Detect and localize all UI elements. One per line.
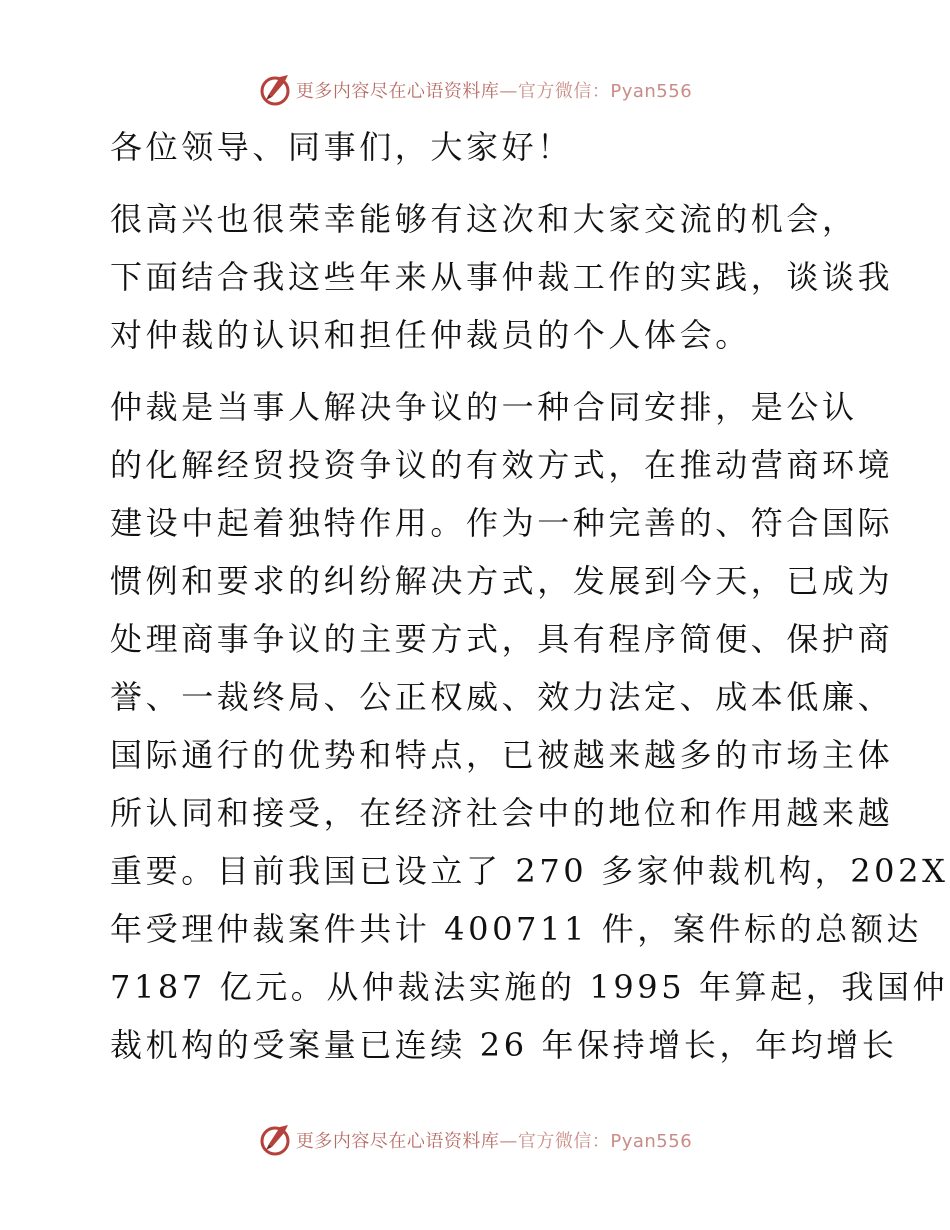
watermark-main-text: 更多内容尽在心语资料库: [295, 1131, 500, 1152]
watermark-wechat-id: Pyan556: [610, 81, 693, 102]
watermark-wechat-id: Pyan556: [610, 1131, 693, 1152]
watermark-text: [296, 77, 692, 103]
paragraph-line: 裁机构的受案量已连续 26 年保持增长，年均增长: [110, 1026, 898, 1064]
paragraph-line: 各位领导、同事们，大家好！: [110, 128, 573, 166]
paragraph-line: 惯例和要求的纠纷解决方式，发展到今天，已成为: [110, 562, 894, 600]
quill-pen-logo-icon: [258, 73, 292, 107]
paragraph-line: 下面结合我这些年来从事仲裁工作的实践，谈谈我: [110, 258, 894, 296]
paragraph-line: 年受理仲裁案件共计 400711 件，案件标的总额达: [110, 910, 923, 948]
watermark-dash: —: [499, 1131, 518, 1152]
paragraph-line: 处理商事争议的主要方式，具有程序简便、保护商: [110, 620, 894, 658]
paragraph-line: 对仲裁的认识和担任仲裁员的个人体会。: [110, 316, 751, 354]
arbitration-paragraph: [98, 378, 949, 1074]
watermark-sub-text: 官方微信：: [517, 81, 611, 102]
paragraph-line: 7187 亿元。从仲裁法实施的 1995 年算起，我国仲: [110, 968, 949, 1006]
intro-paragraph: [98, 190, 894, 364]
paragraph-line: 所认同和接受，在经济社会中的地位和作用越来越: [110, 794, 894, 832]
paragraph-line: 仲裁是当事人解决争议的一种合同安排，是公认: [110, 388, 858, 426]
watermark-sub-text: 官方微信：: [517, 1131, 611, 1152]
watermark-header: [0, 70, 950, 110]
paragraph-line: 誉、一裁终局、公正权威、效力法定、成本低廉、: [110, 678, 894, 716]
paragraph-line: 的化解经贸投资争议的有效方式，在推动营商环境: [110, 446, 894, 484]
paragraph-line: 重要。目前我国已设立了 270 多家仲裁机构，202X: [110, 852, 949, 890]
watermark-main-text: 更多内容尽在心语资料库: [295, 81, 500, 102]
watermark-dash: —: [499, 81, 518, 102]
paragraph-line: 国际通行的优势和特点，已被越来越多的市场主体: [110, 736, 894, 774]
watermark-footer: [0, 1120, 950, 1160]
quill-pen-logo-icon: [258, 1123, 292, 1157]
paragraph-line: 建设中起着独特作用。作为一种完善的、符合国际: [110, 504, 894, 542]
greeting-paragraph: [98, 118, 850, 176]
watermark-text: [296, 1127, 692, 1153]
paragraph-line: 很高兴也很荣幸能够有这次和大家交流的机会，: [110, 200, 858, 238]
document-body: [98, 118, 949, 1088]
